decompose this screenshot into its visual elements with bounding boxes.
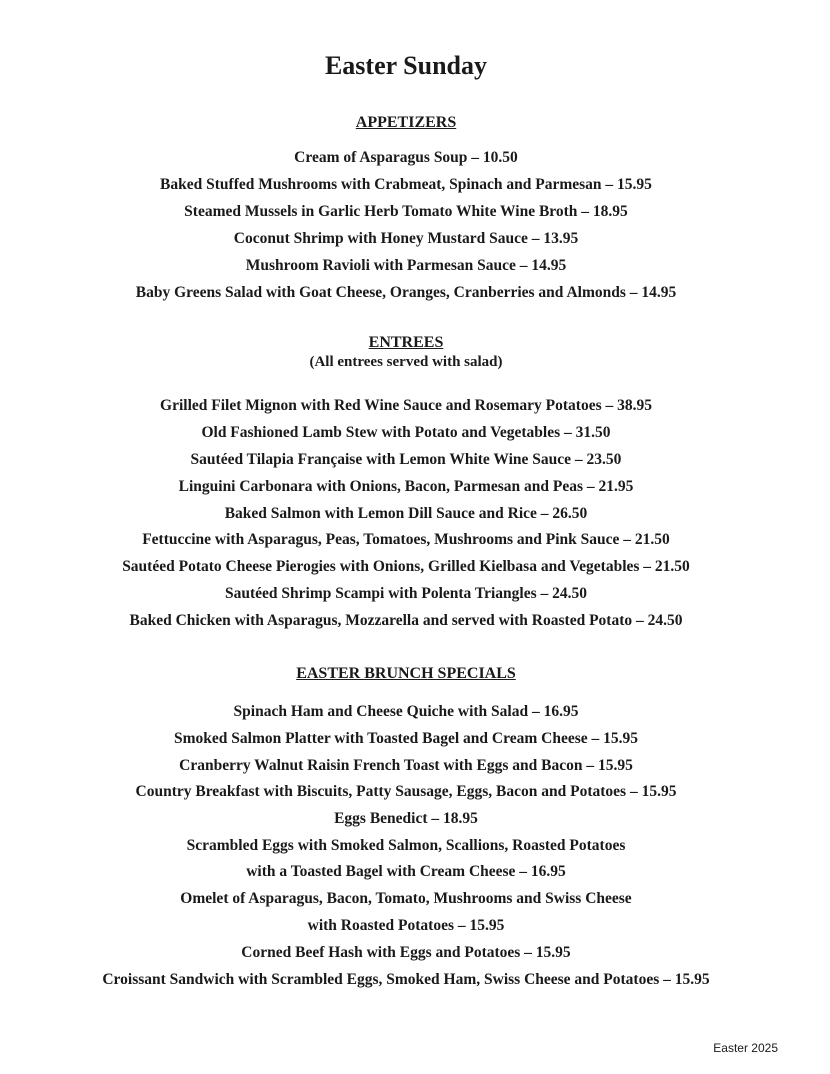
menu-item: Grilled Filet Mignon with Red Wine Sauce and Rosemary Potatoes – 38.95: [160, 397, 652, 414]
menu-item: Sautéed Potato Cheese Pierogies with Onions, Grilled Kielbasa and Vegetables – 21.50: [122, 558, 690, 575]
menu-item: Mushroom Ravioli with Parmesan Sauce – 14.95: [245, 257, 567, 274]
menu-item: Corned Beef Hash with Eggs and Potatoes – 15.95: [241, 944, 571, 961]
menu-item: Old Fashioned Lamb Stew with Potato and Vegetables – 31.50: [201, 424, 611, 441]
menu-item: Baked Stuffed Mushrooms with Crabmeat, Spinach and Parmesan – 15.95: [160, 176, 652, 193]
menu-item: Baby Greens Salad with Goat Cheese, Oranges, Cranberries and Almonds – 14.95: [135, 284, 677, 301]
menu-item: Linguini Carbonara with Onions, Bacon, Parmesan and Peas – 21.95: [178, 478, 634, 495]
menu-item: Coconut Shrimp with Honey Mustard Sauce – 13.95: [233, 230, 579, 247]
menu-item: Eggs Benedict – 18.95: [334, 810, 478, 827]
page-footer: Easter 2025: [713, 1041, 778, 1055]
appetizers-heading: APPETIZERS: [355, 114, 457, 131]
menu-item: Spinach Ham and Cheese Quiche with Salad – 16.95: [233, 703, 579, 720]
menu-item-continuation: with Roasted Potatoes – 15.95: [307, 917, 505, 934]
menu-item: Baked Chicken with Asparagus, Mozzarella and served with Roasted Potato – 24.50: [129, 612, 683, 629]
entrees-heading: ENTREES: [368, 334, 444, 351]
entrees-note: (All entrees served with salad): [309, 354, 503, 370]
page-title: Easter Sunday: [324, 51, 488, 80]
menu-item: Cranberry Walnut Raisin French Toast with Eggs and Bacon – 15.95: [179, 757, 633, 774]
menu-item: Country Breakfast with Biscuits, Patty Sausage, Eggs, Bacon and Potatoes – 15.95: [135, 783, 677, 800]
menu-item: Baked Salmon with Lemon Dill Sauce and Rice – 26.50: [224, 505, 588, 522]
menu-item: Scrambled Eggs with Smoked Salmon, Scallions, Roasted Potatoes: [186, 837, 626, 854]
menu-item: Cream of Asparagus Soup – 10.50: [294, 149, 518, 166]
menu-item-continuation: with a Toasted Bagel with Cream Cheese – 16.95: [246, 863, 566, 880]
brunch-heading: EASTER BRUNCH SPECIALS: [296, 665, 516, 682]
menu-item: Omelet of Asparagus, Bacon, Tomato, Mushrooms and Swiss Cheese: [180, 890, 632, 907]
menu-item: Croissant Sandwich with Scrambled Eggs, Smoked Ham, Swiss Cheese and Potatoes – 15.95: [102, 971, 710, 988]
menu-item: Steamed Mussels in Garlic Herb Tomato White Wine Broth – 18.95: [184, 203, 628, 220]
menu-item: Smoked Salmon Platter with Toasted Bagel and Cream Cheese – 15.95: [173, 730, 638, 747]
menu-item: Sautéed Shrimp Scampi with Polenta Triangles – 24.50: [225, 585, 587, 602]
menu-item: Sautéed Tilapia Française with Lemon White Wine Sauce – 23.50: [190, 451, 622, 468]
menu-item: Fettuccine with Asparagus, Peas, Tomatoes, Mushrooms and Pink Sauce – 21.50: [142, 531, 670, 548]
